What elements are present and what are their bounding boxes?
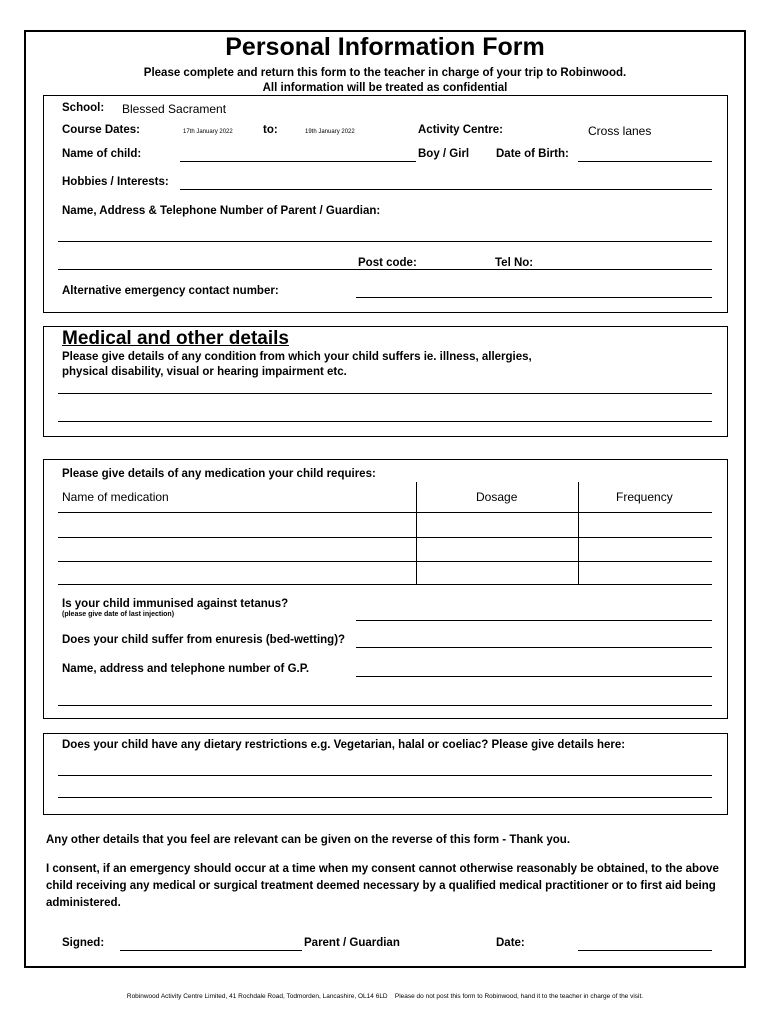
activity-centre-value[interactable]: Cross lanes: [588, 124, 652, 138]
telno-label: Tel No:: [495, 257, 534, 269]
medication-table-header-rule: [58, 512, 712, 513]
school-value[interactable]: Blessed Sacrament: [122, 102, 227, 116]
dietary-line-2[interactable]: [58, 797, 712, 798]
name-of-child-label: Name of child:: [62, 148, 142, 160]
column-divider-2: [578, 482, 579, 584]
activity-centre-label: Activity Centre:: [418, 124, 503, 136]
dietary-line-1[interactable]: [58, 775, 712, 776]
dietary-question: Does your child have any dietary restrictions e.g. Vegetarian, halal or coeliac? Please give details here:: [62, 739, 626, 751]
medical-details-line-2[interactable]: [58, 421, 712, 422]
gp-field-line-1[interactable]: [356, 676, 712, 677]
column-header-frequency: Frequency: [616, 490, 673, 504]
postcode-label: Post code:: [358, 257, 417, 269]
date-field[interactable]: [578, 950, 712, 951]
medical-details-line-1[interactable]: [58, 393, 712, 394]
medical-heading: Medical and other details: [62, 328, 289, 349]
school-label: School:: [62, 102, 105, 114]
signature-field[interactable]: [120, 950, 302, 951]
hobbies-label: Hobbies / Interests:: [62, 176, 169, 188]
dob-label: Date of Birth:: [496, 148, 569, 160]
subtitle-line-2: All information will be treated as confidential: [262, 82, 508, 94]
column-header-dosage: Dosage: [476, 490, 518, 504]
column-header-name: Name of medication: [62, 490, 169, 504]
course-start-date[interactable]: 17th January 2022: [183, 129, 233, 135]
boy-girl-label[interactable]: Boy / Girl: [418, 148, 470, 160]
name-of-child-field[interactable]: [180, 161, 416, 162]
medication-row-2[interactable]: [58, 561, 712, 562]
alt-contact-field[interactable]: [356, 297, 712, 298]
tetanus-label: Is your child immunised against tetanus?: [62, 598, 289, 610]
tetanus-note: (please give date of last injection): [62, 611, 175, 618]
signed-label: Signed:: [62, 937, 105, 949]
parent-details-line-2[interactable]: [58, 269, 712, 270]
dob-field[interactable]: [578, 161, 712, 162]
parent-guardian-label: Parent / Guardian: [304, 937, 400, 949]
to-label: to:: [263, 124, 278, 136]
consent-statement: I consent, if an emergency should occur at a time when my consent cannot otherwise reasonably be obtained, to the above child receiving any medical or surgical treatment deemed necessary by a qualified medical practitioner or to first aid being administered.: [46, 863, 719, 909]
other-details-note: Any other details that you feel are relevant can be given on the reverse of this form - Thank you.: [46, 834, 571, 846]
enuresis-label: Does your child suffer from enuresis (bed-wetting)?: [62, 634, 346, 646]
gp-label: Name, address and telephone number of G.P.: [62, 663, 310, 675]
course-dates-label: Course Dates:: [62, 124, 140, 136]
medication-row-3[interactable]: [58, 584, 712, 585]
gp-field-line-2[interactable]: [58, 705, 712, 706]
parent-details-label: Name, Address & Telephone Number of Parent / Guardian:: [62, 205, 381, 217]
footer: [0, 993, 770, 1000]
date-label: Date:: [496, 937, 525, 949]
footer-note: Please do not post this form to Robinwood, hand it to the teacher in charge of the visit.: [394, 993, 644, 1000]
column-divider-1: [416, 482, 417, 584]
page-title: Personal Information Form: [225, 33, 545, 61]
subtitle-line-1: Please complete and return this form to the teacher in charge of your trip to Robinwood.: [143, 67, 627, 79]
medical-instructions-line-2: physical disability, visual or hearing impairment etc.: [62, 366, 347, 378]
medical-instructions-line-1: Please give details of any condition from which your child suffers ie. illness, allergies,: [62, 351, 532, 363]
medication-row-1[interactable]: [58, 537, 712, 538]
enuresis-field[interactable]: [356, 647, 712, 648]
alt-contact-label: Alternative emergency contact number:: [62, 285, 279, 297]
medication-intro: Please give details of any medication your child requires:: [62, 468, 376, 480]
tetanus-field[interactable]: [356, 620, 712, 621]
course-end-date[interactable]: 19th January 2022: [305, 129, 355, 135]
footer-address: Robinwood Activity Centre Limited, 41 Rochdale Road, Todmorden, Lancashire, OL14 6LD: [126, 993, 388, 1000]
parent-details-line-1[interactable]: [58, 241, 712, 242]
hobbies-field[interactable]: [180, 189, 712, 190]
